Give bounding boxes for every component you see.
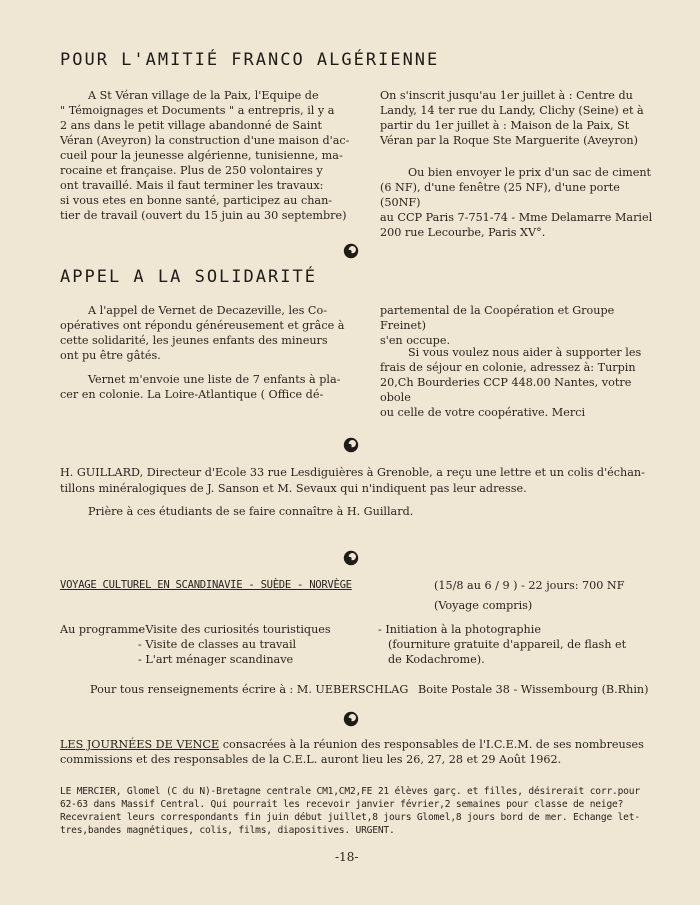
solidarite-right-paragraph-1 (380, 303, 660, 348)
amitie-right-paragraph-2 (380, 165, 660, 240)
program-right-list (378, 622, 668, 667)
solidarite-left-paragraph-1 (60, 303, 350, 363)
text-line: Ou bien envoyer le prix d'un sac de ciment (408, 166, 652, 179)
separator-icon (342, 436, 360, 454)
vence-title: LES JOURNÉES DE VENCE (60, 738, 220, 751)
text-line: cette solidarité, les jeunes enfants des mineurs (60, 334, 328, 347)
text-line: s'en occupe. (380, 334, 451, 347)
text-line: Landy, 14 ter rue du Landy, Clichy (Seine) et à (380, 104, 644, 117)
text-line: opératives ont répondu généreusement et grâce à (60, 319, 345, 332)
text-line: On s'inscrit jusqu'au 1er juillet à : Centre du (380, 89, 633, 102)
text-line: 2 ans dans le petit village abandonné de Saint (60, 119, 323, 132)
text-line: ou celle de votre coopérative. Merci (380, 406, 586, 419)
text-line: " Témoignages et Documents " a entrepris, il y a (60, 104, 335, 117)
section-heading-solidarite: APPEL A LA SOLIDARITÉ (60, 267, 317, 287)
text-line: Véran par la Roque Ste Marguerite (Aveyron) (380, 134, 638, 147)
program-label: Au programme (60, 623, 146, 636)
text-line: partemental de la Coopération et Groupe Freinet) (380, 304, 615, 332)
mercier-notice (60, 785, 670, 837)
text-line: 200 rue Lecourbe, Paris XV°. (380, 226, 546, 239)
text-line: partir du 1er juillet à : Maison de la Paix, St (380, 119, 630, 132)
list-item: - Initiation à la photographie (378, 623, 541, 636)
section-heading-amitie: POUR L'AMITIÉ FRANCO ALGÉRIENNE (60, 50, 440, 70)
text-line: ont travaillé. Mais il faut terminer les travaux: (60, 179, 324, 192)
text-line: 62-63 dans Massif Central. Qui pourrait les recevoir janvier février,2 semaines pour classe de neige? (60, 799, 624, 810)
text-line: 20,Ch Bourderies CCP 448.00 Nantes, votre obole (380, 376, 632, 404)
text-line: Véran (Aveyron) la construction d'une maison d'ac- (60, 134, 350, 147)
solidarite-right-paragraph-2 (380, 345, 660, 420)
text-line: au CCP Paris 7-751-74 - Mme Delamarre Mariel (380, 211, 653, 224)
separator-icon (342, 710, 360, 728)
text-line: tier de travail (ouvert du 15 juin au 30 septembre) (60, 209, 347, 222)
text-line: frais de séjour en colonie, adressez à: Turpin (380, 361, 636, 374)
voyage-included: (Voyage compris) (434, 599, 533, 612)
voyage-info-contact: Pour tous renseignements écrire à : M. UEBERSCHLAG (90, 683, 409, 696)
text-line: Vernet m'envoie une liste de 7 enfants à pla- (88, 373, 341, 386)
text-line: cueil pour la jeunesse algérienne, tunisienne, ma- (60, 149, 343, 162)
list-item: - L'art ménager scandinave (138, 653, 294, 666)
amitie-left-paragraph (60, 88, 350, 223)
text-line: A St Véran village de la Paix, l'Equipe de (88, 89, 319, 102)
page-number: -18- (335, 850, 359, 864)
text-line: A l'appel de Vernet de Decazeville, les Co- (88, 304, 328, 317)
guillard-line-2: tillons minéralogiques de J. Sanson et M. Sevaux qui n'indiquent pas leur adresse. (60, 482, 527, 495)
voyage-dates: (15/8 au 6 / 9 ) - 22 jours: 700 NF (434, 579, 625, 592)
text-line: LE MERCIER, Glomel (C du N)-Bretagne centrale CM1,CM2,FE 21 élèves garç. et filles, désirerait corr.pour (60, 786, 640, 797)
guillard-line-1: H. GUILLARD, Directeur d'Ecole 33 rue Lesdiguières à Grenoble, a reçu une lettre et un colis d'échan- (60, 466, 645, 479)
vence-text: consacrées à la réunion des responsables de l'I.C.E.M. de ses nombreuses (222, 738, 644, 751)
text-line: (6 NF), d'une fenêtre (25 NF), d'une porte (50NF) (380, 181, 620, 209)
list-item: de Kodachrome). (388, 653, 485, 666)
text-line: tres,bandes magnétiques, colis, films, diapositives. URGENT. (60, 825, 395, 836)
text-line: Recevraient leurs correspondants fin juin début juillet,8 jours Glomel,8 jours bord de mer. Echange let- (60, 812, 640, 823)
voyage-title: VOYAGE CULTUREL EN SCANDINAVIE - SUÈDE - NORVÈGE (60, 579, 352, 591)
amitie-right-paragraph-1 (380, 88, 660, 148)
vence-line-1 (60, 737, 644, 752)
list-item: (fourniture gratuite d'appareil, de flash et (388, 638, 627, 651)
text-line: cer en colonie. La Loire-Atlantique ( Office dé- (60, 388, 324, 401)
separator-icon (342, 242, 360, 260)
vence-line-2: commissions et des responsables de la C.E.L. auront lieu les 26, 27, 28 et 29 Août 1962. (60, 753, 562, 766)
program-left-list (138, 622, 368, 667)
text-line: Si vous voulez nous aider à supporter les (408, 346, 642, 359)
voyage-info-address: Boite Postale 38 - Wissembourg (B.Rhin) (418, 683, 649, 696)
text-line: rocaine et française. Plus de 250 volontaires y (60, 164, 323, 177)
text-line: ont pu être gâtés. (60, 349, 161, 362)
separator-icon (342, 549, 360, 567)
guillard-request: Prière à ces étudiants de se faire connaître à H. Guillard. (88, 505, 414, 518)
text-line: si vous etes en bonne santé, participez au chan- (60, 194, 333, 207)
solidarite-left-paragraph-2 (60, 372, 350, 402)
list-item: - Visite de classes au travail (138, 638, 297, 651)
list-item: - Visite des curiosités touristiques (138, 623, 331, 636)
